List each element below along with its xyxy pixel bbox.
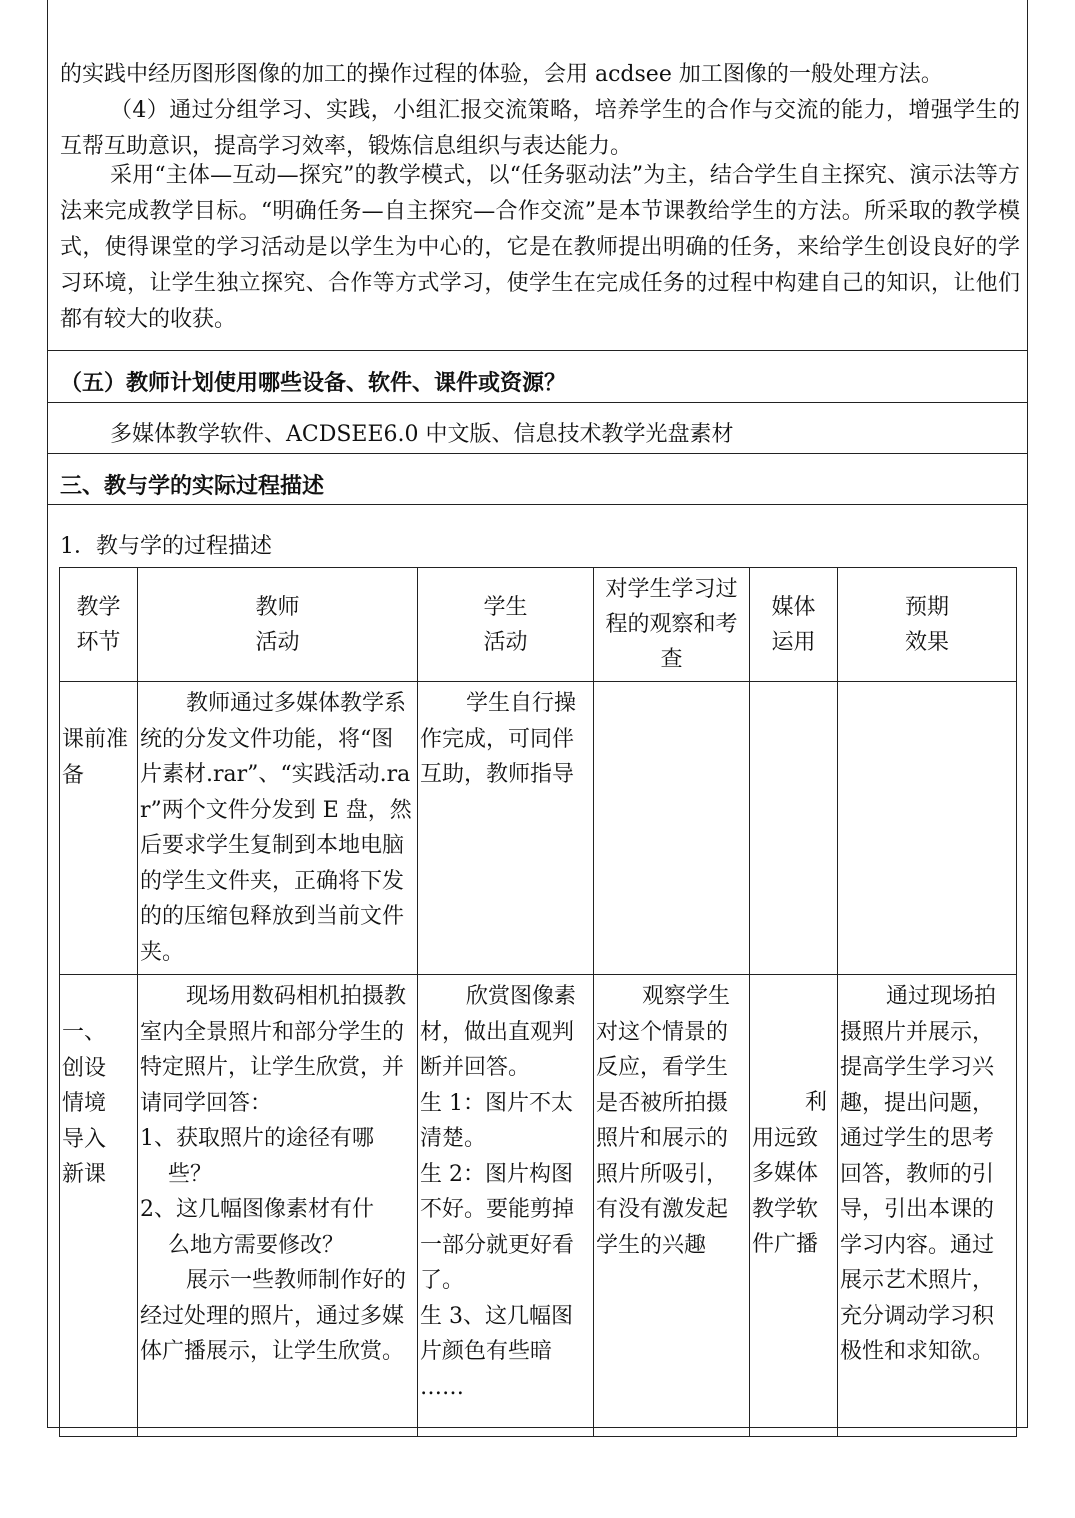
header-observation: 对学生学习过程的观察和考查 xyxy=(594,568,750,682)
header-student-activity: 学生 活动 xyxy=(418,568,594,682)
row2-observation-lead: 观察学生 xyxy=(642,984,731,1009)
row2-media xyxy=(750,975,838,1437)
row2-student-answer-1: 生 1：图片不太清楚。 xyxy=(420,1090,573,1151)
row2-student-intro: 欣赏图像素材，做出直观判断并回答。 xyxy=(420,984,577,1080)
header-teacher-activity: 教师 活动 xyxy=(138,568,418,682)
section5-content: 多媒体教学软件、ACDSEE6.0 中文版、信息技术教学光盘素材 xyxy=(110,422,734,447)
row2-effect xyxy=(838,975,1017,1437)
row1-teacher-text: 教师通过多媒体教学系统的分发文件功能，将“图片素材.rar”、“实践活动.rar”两个文件分发到 E 盘，然后要求学生复制到本地电脑的学生文件夹，正确将下发的的压缩包释放到当前文件夹。 xyxy=(140,691,412,965)
row2-student-answer-3: 生 3、这几幅图片颜色有些暗 xyxy=(420,1303,573,1364)
row2-effect-text: 通过现场拍摄照片并展示，提高学生学习兴趣，提出问题，通过学生的思考回答，教师的引导，引出本课的学习内容。通过展示艺术照片，充分调动学习积极性和求知欲。 xyxy=(840,984,997,1364)
teaching-mode-paragraph: 采用“主体—互动—探究”的教学模式，以“任务驱动法”为主，结合学生自主探究、演示法等方法来完成教学目标。“明确任务—自主探究—合作交流”是本节课教给学生的方法。所采取的教学模式，使得课堂的学习活动是以学生为中心的，它是在教师提出明确的任务，来给学生创设良好的学习环境，让学生独立探究、合作等方式学习，使学生在完成任务的过程中构建自己的知识，让他们都有较大的收获。 xyxy=(60,163,1020,332)
header-stage: 教学 环节 xyxy=(60,568,138,682)
row2-observation-text: 对这个情景的反应，看学生是否被所拍摄照片和展示的照片所吸引，有没有激发起学生的兴趣 xyxy=(596,1019,729,1258)
divider xyxy=(47,350,1028,351)
row1-observation xyxy=(594,682,750,975)
row2-student-answer-2: 生 2：图片构图不好。要能剪掉一部分就更好看了。 xyxy=(420,1161,575,1293)
row2-observation xyxy=(594,975,750,1437)
row1-effect xyxy=(838,682,1017,975)
row2-teacher-question-2: 2、这几幅图像素材有什 么地方需要修改？ xyxy=(140,1197,374,1258)
row2-media-lead: 利 xyxy=(804,1090,827,1115)
row1-teacher xyxy=(138,682,418,975)
row2-teacher-question-1: 1、获取照片的途径有哪 些？ xyxy=(140,1126,374,1187)
divider xyxy=(47,402,1028,403)
row1-student-text: 学生自行操作完成，可同伴互助，教师指导 xyxy=(420,691,577,787)
row2-stage: 一、 创设 情境 导入 新课 xyxy=(60,975,138,1437)
objective-4-paragraph: （4）通过分组学习、实践，小组汇报交流策略，培养学生的合作与交流的能力，增强学生的互帮互助意识，提高学习效率，锻炼信息组织与表达能力。 xyxy=(60,98,1020,159)
row2-media-text: 用远致多媒体教学软件广播 xyxy=(752,1125,819,1257)
row1-student xyxy=(418,682,594,975)
table-header-row xyxy=(60,568,1017,682)
intro-line: 的实践中经历图形图像的加工的操作过程的体验，会用 acdsee 加工图像的一般处理方法。 xyxy=(60,62,943,87)
row1-media xyxy=(750,682,838,975)
divider xyxy=(47,453,1028,454)
header-effect: 预期 效果 xyxy=(838,568,1017,682)
row1-stage: 课前准备 xyxy=(60,682,138,975)
row2-teacher-intro: 现场用数码相机拍摄教室内全景照片和部分学生的特定照片，让学生欣赏，并请同学回答： xyxy=(140,984,407,1116)
row2-student xyxy=(418,975,594,1437)
row2-teacher xyxy=(138,975,418,1437)
section3-subheading: 1．教与学的过程描述 xyxy=(60,534,272,559)
table-row xyxy=(60,682,1017,975)
table-row xyxy=(60,975,1017,1437)
divider xyxy=(47,1427,1028,1428)
section3-heading: 三、教与学的实际过程描述 xyxy=(60,473,325,499)
header-media: 媒体 运用 xyxy=(750,568,838,682)
teaching-process-table xyxy=(59,567,1017,1437)
section5-heading: （五）教师计划使用哪些设备、软件、课件或资源？ xyxy=(60,370,567,396)
divider xyxy=(47,504,1028,505)
row2-teacher-show: 展示一些教师制作好的经过处理的照片，通过多媒体广播展示，让学生欣赏。 xyxy=(140,1268,407,1364)
row2-student-ellipsis: …… xyxy=(420,1374,464,1400)
